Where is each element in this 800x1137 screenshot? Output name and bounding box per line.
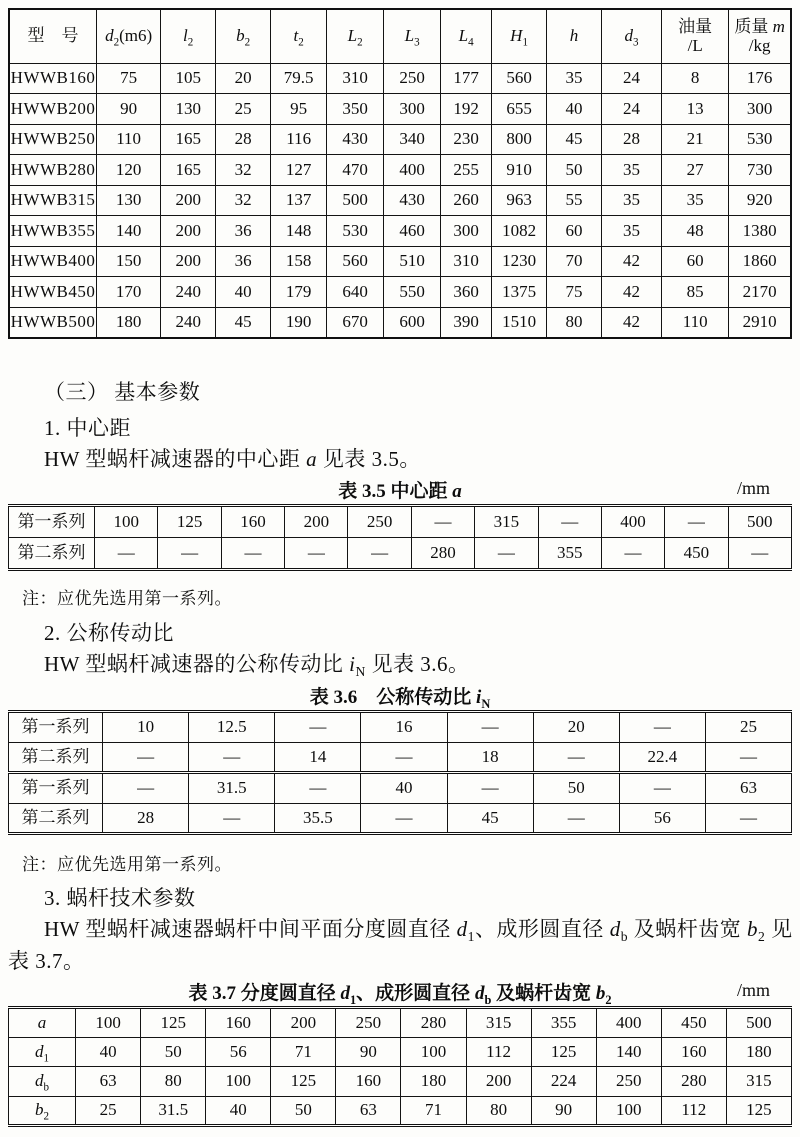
row-label: 第一系列 [9,773,103,804]
table-3-5-unit-label: /mm [736,478,770,498]
table-row [9,1067,792,1097]
value-cell: 160 [661,1037,726,1067]
column-header: 油量 /L [662,9,729,63]
column-header: h [547,9,602,63]
value-cell: 40 [361,773,447,804]
value-cell: 8 [662,63,729,94]
value-cell: 79.5 [271,63,327,94]
model-cell: HWWB500 [9,307,97,338]
value-cell: 355 [538,538,601,570]
value-cell: — [411,506,474,538]
header-row [9,9,791,63]
column-header: $L_2$ [327,9,384,63]
row-label: 第二系列 [9,742,103,773]
value-cell: 71 [401,1096,466,1126]
value-cell: — [189,742,275,773]
value-cell: 90 [97,94,161,125]
value-cell: — [665,506,728,538]
value-cell: 158 [271,246,327,277]
value-cell: 560 [327,246,384,277]
table-row [9,506,792,538]
value-cell: — [221,538,284,570]
value-cell: 310 [327,63,384,94]
value-cell: 27 [662,155,729,186]
value-cell: 500 [726,1008,791,1038]
table-3-7-unit-label: /mm [736,980,770,1000]
value-cell: 148 [271,216,327,247]
value-cell: 430 [327,124,384,155]
value-cell: 2170 [729,277,791,308]
value-cell: 280 [401,1008,466,1038]
table-3-5 [8,504,792,571]
value-cell: 32 [216,185,271,216]
value-cell: 255 [441,155,492,186]
value-cell: 400 [601,506,664,538]
value-cell: 56 [206,1037,271,1067]
series-table-grid [8,710,792,835]
row-label: 第二系列 [9,538,95,570]
paragraph-worm-parameters-line2: 表 3.7。 [8,949,85,973]
value-cell: 170 [97,277,161,308]
value-cell: 1375 [492,277,547,308]
value-cell: 50 [141,1037,206,1067]
value-cell: 250 [336,1008,401,1038]
value-cell: 640 [327,277,384,308]
value-cell: 45 [216,307,271,338]
value-cell: 160 [221,506,284,538]
value-cell: 35.5 [275,803,361,834]
table-row [9,712,792,743]
dimension-table-grid [8,8,792,339]
model-cell: HWWB160 [9,63,97,94]
value-cell: 125 [531,1037,596,1067]
value-cell: 116 [271,124,327,155]
value-cell: 28 [602,124,662,155]
table-3-7 [8,1006,792,1127]
value-cell: 40 [76,1037,141,1067]
value-cell: 18 [447,742,533,773]
value-cell: 40 [206,1096,271,1126]
value-cell: 75 [547,277,602,308]
value-cell: 140 [596,1037,661,1067]
value-cell: — [538,506,601,538]
value-cell: 63 [705,773,791,804]
value-cell: 200 [161,216,216,247]
series-table-grid [8,1006,792,1127]
value-cell: 230 [441,124,492,155]
value-cell: 21 [662,124,729,155]
value-cell: 40 [547,94,602,125]
value-cell: 90 [336,1037,401,1067]
column-header: $d_2(m6)$ [97,9,161,63]
value-cell: 10 [103,712,189,743]
value-cell: 100 [95,506,158,538]
value-cell: 85 [662,277,729,308]
table-row [9,246,791,277]
column-header: $l_2$ [161,9,216,63]
value-cell: 1380 [729,216,791,247]
table-row [9,742,792,773]
model-cell: HWWB250 [9,124,97,155]
value-cell: 450 [665,538,728,570]
value-cell: 250 [384,63,441,94]
item-1-heading: 1. 中心距 [44,416,131,440]
value-cell: 315 [466,1008,531,1038]
value-cell: 360 [441,277,492,308]
table-row [9,185,791,216]
value-cell: 50 [547,155,602,186]
value-cell: 12.5 [189,712,275,743]
value-cell: 600 [384,307,441,338]
model-cell: HWWB315 [9,185,97,216]
value-cell: 127 [271,155,327,186]
table-row [9,216,791,247]
value-cell: 910 [492,155,547,186]
value-cell: 42 [602,307,662,338]
value-cell: 180 [97,307,161,338]
value-cell: 55 [547,185,602,216]
value-cell: 310 [441,246,492,277]
value-cell: 63 [336,1096,401,1126]
value-cell: 150 [97,246,161,277]
value-cell: 50 [271,1096,336,1126]
value-cell: 500 [728,506,791,538]
table-3-6-title: 表 3.6 公称传动比 $i_N$ [309,687,491,711]
value-cell: 137 [271,185,327,216]
value-cell: 56 [619,803,705,834]
value-cell: 14 [275,742,361,773]
value-cell: — [158,538,221,570]
table-row [9,803,792,834]
value-cell: — [601,538,664,570]
model-cell: HWWB280 [9,155,97,186]
value-cell: 75 [97,63,161,94]
table-row [9,307,791,338]
paragraph-centre-distance: HW 型蜗杆减速器的中心距 a 见表 3.5。 [44,447,421,471]
table-row [9,94,791,125]
value-cell: 25 [76,1096,141,1126]
value-cell: 240 [161,307,216,338]
value-cell: 100 [596,1096,661,1126]
value-cell: 963 [492,185,547,216]
value-cell: — [619,773,705,804]
table-row [9,1096,792,1126]
value-cell: 315 [726,1067,791,1097]
column-header: $H_1$ [492,9,547,63]
value-cell: 112 [466,1037,531,1067]
value-cell: 560 [492,63,547,94]
value-cell: 13 [662,94,729,125]
value-cell: 315 [475,506,538,538]
table-3-5-title: 表 3.5 中心距 a [338,481,462,502]
value-cell: 35 [602,216,662,247]
value-cell: — [619,712,705,743]
value-cell: 340 [384,124,441,155]
value-cell: 70 [547,246,602,277]
value-cell: 190 [271,307,327,338]
table-3-5-note: 注：应优先选用第一系列。 [22,589,232,608]
value-cell: 160 [336,1067,401,1097]
paragraph-transmission-ratio: HW 型蜗杆减速器的公称传动比 $i_N$ 见表 3.6。 [44,652,470,680]
value-cell: 730 [729,155,791,186]
value-cell: 130 [97,185,161,216]
value-cell: 800 [492,124,547,155]
value-cell: 100 [76,1008,141,1038]
value-cell: 36 [216,246,271,277]
column-header: $L_3$ [384,9,441,63]
table-3-6-note: 注：应优先选用第一系列。 [22,855,232,874]
value-cell: 200 [271,1008,336,1038]
value-cell: 22.4 [619,742,705,773]
value-cell: 670 [327,307,384,338]
table-row [9,1037,792,1067]
value-cell: 32 [216,155,271,186]
value-cell: 250 [348,506,411,538]
value-cell: 300 [384,94,441,125]
column-header: $b_2$ [216,9,271,63]
value-cell: 180 [401,1067,466,1097]
value-cell: 280 [411,538,474,570]
value-cell: 2910 [729,307,791,338]
value-cell: 125 [726,1096,791,1126]
row-label: $d_1$ [9,1037,76,1067]
model-cell: HWWB400 [9,246,97,277]
value-cell: 430 [384,185,441,216]
value-cell: 100 [401,1037,466,1067]
value-cell: — [348,538,411,570]
value-cell: 31.5 [189,773,275,804]
value-cell: 71 [271,1037,336,1067]
value-cell: 125 [158,506,221,538]
column-header: 型 号 [9,9,97,63]
value-cell: 120 [97,155,161,186]
item-3-heading: 3. 蜗杆技术参数 [44,886,196,910]
value-cell: 179 [271,277,327,308]
model-cell: HWWB450 [9,277,97,308]
item-2-heading: 2. 公称传动比 [44,621,174,645]
value-cell: 105 [161,63,216,94]
value-cell: 42 [602,246,662,277]
value-cell: 300 [441,216,492,247]
value-cell: 450 [661,1008,726,1038]
value-cell: 530 [327,216,384,247]
row-label: a [9,1008,76,1038]
value-cell: — [728,538,791,570]
value-cell: 1230 [492,246,547,277]
value-cell: 300 [729,94,791,125]
value-cell: 25 [705,712,791,743]
value-cell: 165 [161,155,216,186]
value-cell: — [705,803,791,834]
value-cell: 35 [602,155,662,186]
value-cell: 48 [662,216,729,247]
value-cell: — [275,773,361,804]
value-cell: 28 [216,124,271,155]
value-cell: 460 [384,216,441,247]
value-cell: 350 [327,94,384,125]
paragraph-worm-parameters-line1: HW 型蜗杆减速器蜗杆中间平面分度圆直径 $d_1$、成形圆直径 $d_b$ 及蜗杆齿宽 $b_2$ 见 [44,917,793,945]
value-cell: 35 [662,185,729,216]
value-cell: 25 [216,94,271,125]
value-cell: — [533,742,619,773]
value-cell: 224 [531,1067,596,1097]
value-cell: 36 [216,216,271,247]
value-cell: — [103,773,189,804]
value-cell: — [189,803,275,834]
value-cell: 655 [492,94,547,125]
table-3-7-title: 表 3.7 分度圆直径 $d_1$、成形圆直径 $d_b$ 及蜗杆齿宽 $b_2$ [188,983,612,1007]
value-cell: 177 [441,63,492,94]
value-cell: 42 [602,277,662,308]
value-cell: 80 [547,307,602,338]
value-cell: 140 [97,216,161,247]
value-cell: 90 [531,1096,596,1126]
value-cell: 80 [466,1096,531,1126]
value-cell: 125 [141,1008,206,1038]
series-table-grid [8,504,792,571]
value-cell: 530 [729,124,791,155]
value-cell: 45 [547,124,602,155]
value-cell: 24 [602,63,662,94]
row-label: 第一系列 [9,712,103,743]
table-row [9,538,792,570]
row-label: $b_2$ [9,1096,76,1126]
column-header: $L_4$ [441,9,492,63]
value-cell: 60 [662,246,729,277]
value-cell: 1860 [729,246,791,277]
value-cell: 112 [661,1096,726,1126]
value-cell: — [475,538,538,570]
value-cell: 31.5 [141,1096,206,1126]
model-cell: HWWB200 [9,94,97,125]
value-cell: 200 [161,185,216,216]
table-row [9,63,791,94]
row-label: $d_b$ [9,1067,76,1097]
value-cell: 20 [216,63,271,94]
value-cell: 110 [662,307,729,338]
value-cell: — [533,803,619,834]
value-cell: 95 [271,94,327,125]
value-cell: 500 [327,185,384,216]
value-cell: 260 [441,185,492,216]
value-cell: 60 [547,216,602,247]
value-cell: — [103,742,189,773]
value-cell: 200 [285,506,348,538]
value-cell: 24 [602,94,662,125]
value-cell: 180 [726,1037,791,1067]
value-cell: 45 [447,803,533,834]
value-cell: 1082 [492,216,547,247]
table-row [9,155,791,186]
value-cell: 192 [441,94,492,125]
row-label: 第二系列 [9,803,103,834]
value-cell: — [285,538,348,570]
row-label: 第一系列 [9,506,95,538]
column-header: $d_3$ [602,9,662,63]
value-cell: 200 [161,246,216,277]
value-cell: 1510 [492,307,547,338]
table-row [9,773,792,804]
value-cell: 200 [466,1067,531,1097]
table-row [9,1008,792,1038]
value-cell: — [275,712,361,743]
value-cell: 250 [596,1067,661,1097]
value-cell: 550 [384,277,441,308]
section-heading: （三） 基本参数 [44,380,201,404]
value-cell: 160 [206,1008,271,1038]
value-cell: 35 [547,63,602,94]
dimension-table [8,8,792,339]
value-cell: 390 [441,307,492,338]
value-cell: 63 [76,1067,141,1097]
value-cell: — [95,538,158,570]
value-cell: 50 [533,773,619,804]
value-cell: 35 [602,185,662,216]
value-cell: 240 [161,277,216,308]
value-cell: 510 [384,246,441,277]
value-cell: 20 [533,712,619,743]
value-cell: 100 [206,1067,271,1097]
value-cell: 165 [161,124,216,155]
value-cell: 400 [596,1008,661,1038]
column-header: $t_2$ [271,9,327,63]
value-cell: — [447,712,533,743]
value-cell: 400 [384,155,441,186]
value-cell: 110 [97,124,161,155]
value-cell: 280 [661,1067,726,1097]
table-3-6 [8,710,792,835]
value-cell: 920 [729,185,791,216]
value-cell: 176 [729,63,791,94]
value-cell: — [361,803,447,834]
value-cell: 40 [216,277,271,308]
value-cell: — [705,742,791,773]
value-cell: 16 [361,712,447,743]
model-cell: HWWB355 [9,216,97,247]
value-cell: 80 [141,1067,206,1097]
value-cell: — [447,773,533,804]
value-cell: 470 [327,155,384,186]
table-row [9,124,791,155]
value-cell: 28 [103,803,189,834]
table-row [9,277,791,308]
value-cell: 130 [161,94,216,125]
value-cell: — [361,742,447,773]
value-cell: 355 [531,1008,596,1038]
column-header: 质量 m /kg [729,9,791,63]
value-cell: 125 [271,1067,336,1097]
